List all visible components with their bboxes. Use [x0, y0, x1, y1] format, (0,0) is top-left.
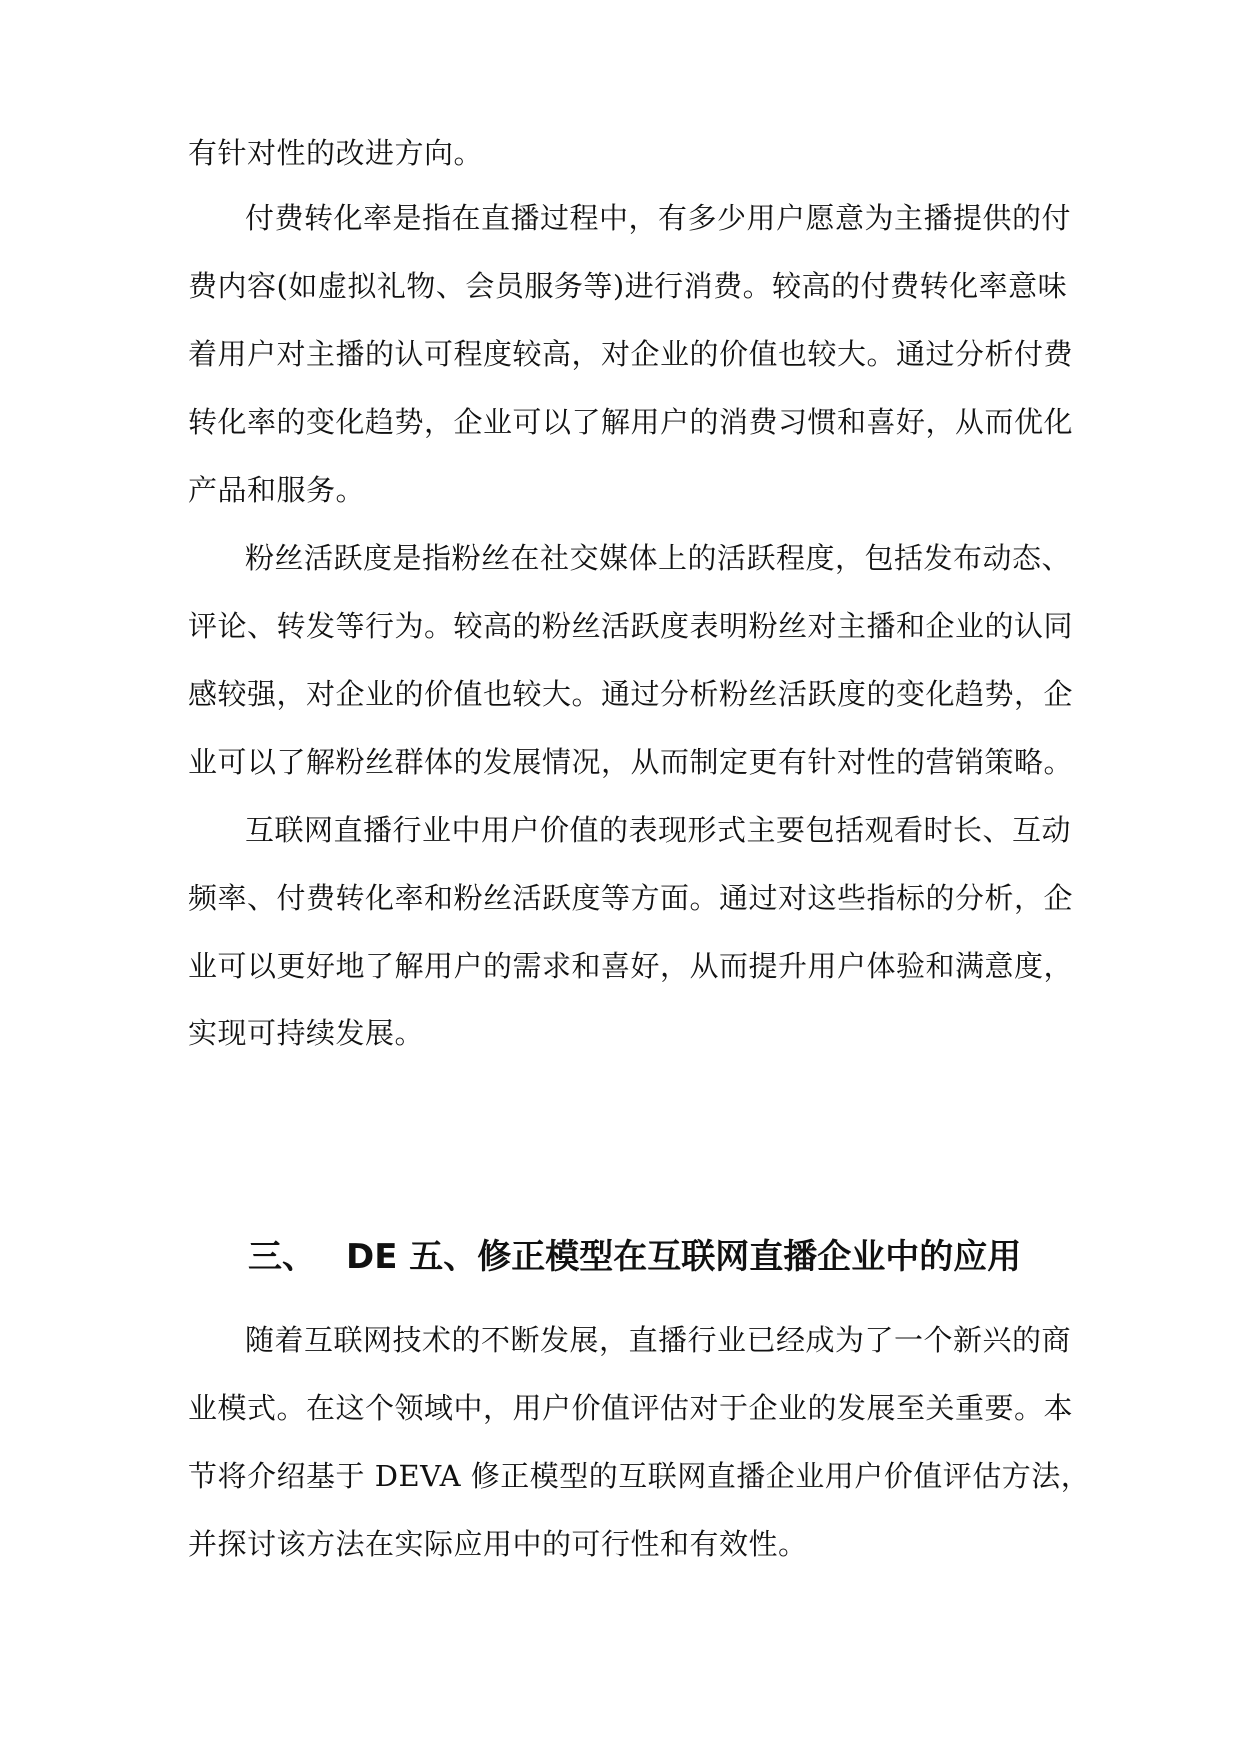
- paragraph-line: 业可以了解粉丝群体的发展情况，从而制定更有针对性的营销策略。: [188, 745, 1074, 779]
- paragraph-line: 节将介绍基于 DEVA 修正模型的互联网直播企业用户价值评估方法，: [188, 1459, 1091, 1493]
- paragraph-line: 粉丝活跃度是指粉丝在社交媒体上的活跃程度，包括发布动态、: [245, 541, 1072, 575]
- paragraph-line: 感较强，对企业的价值也较大。通过分析粉丝活跃度的变化趋势，企: [188, 677, 1074, 711]
- paragraph-line: 频率、付费转化率和粉丝活跃度等方面。通过对这些指标的分析，企: [188, 881, 1074, 915]
- paragraph-line: 互联网直播行业中用户价值的表现形式主要包括观看时长、互动: [245, 813, 1072, 847]
- paragraph-line: 实现可持续发展。: [188, 1016, 425, 1050]
- paragraph-line: 产品和服务。: [188, 473, 366, 507]
- paragraph-line: 费内容(如虚拟礼物、会员服务等)进行消费。较高的付费转化率意味: [188, 269, 1068, 303]
- paragraph-line: 评论、转发等行为。较高的粉丝活跃度表明粉丝对主播和企业的认同: [188, 609, 1074, 643]
- section-number: 三、: [248, 1237, 316, 1277]
- paragraph-line: 业模式。在这个领域中，用户价值评估对于企业的发展至关重要。本: [188, 1391, 1074, 1425]
- paragraph-line: 业可以更好地了解用户的需求和喜好，从而提升用户体验和满意度，: [188, 949, 1074, 983]
- paragraph-line: 并探讨该方法在实际应用中的可行性和有效性。: [188, 1527, 808, 1561]
- paragraph-line: 转化率的变化趋势，企业可以了解用户的消费习惯和喜好，从而优化: [188, 405, 1074, 439]
- paragraph-line: 随着互联网技术的不断发展，直播行业已经成为了一个新兴的商: [245, 1323, 1072, 1357]
- paragraph-line: 付费转化率是指在直播过程中，有多少用户愿意为主播提供的付: [245, 201, 1072, 235]
- section-heading: [248, 1235, 1068, 1279]
- paragraph-line: 有针对性的改进方向。: [188, 136, 484, 170]
- paragraph-line: 着用户对主播的认可程度较高，对企业的价值也较大。通过分析付费: [188, 337, 1074, 371]
- section-title: DE 五、修正模型在互联网直播企业中的应用: [346, 1237, 1022, 1277]
